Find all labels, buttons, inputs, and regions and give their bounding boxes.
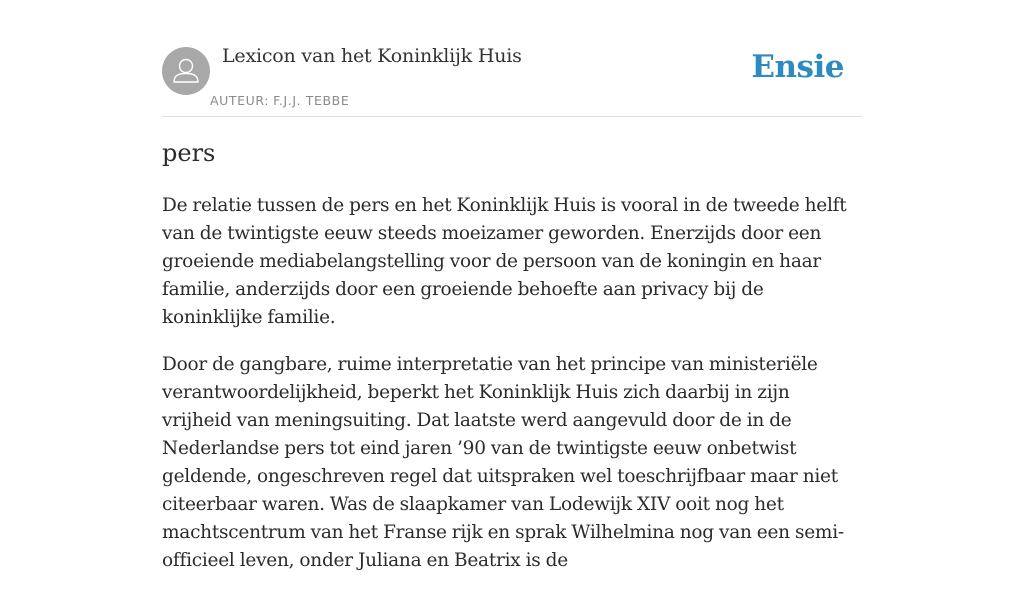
- author-line: [210, 93, 349, 108]
- page-content: [162, 0, 862, 571]
- ensie-logo[interactable]: Ensie: [751, 49, 844, 85]
- paragraph: Door de gangbare, ruime interpretatie van het principe van ministeriële verantwoordelijkheid, beperkt het Koninklijk Huis zich daarbij in zijn vrijheid van meningsuiting. Dat laatste werd aangevuld door de in de Nederlandse pers tot eind jaren ’90 van de twintigste eeuw onbetwist geldende, ongeschreven regel dat uitspraken wel toeschrijfbaar maar niet citeerbaar waren. Was de slaapkamer van Lodewijk XIV ooit nog het machtscentrum van het Franse rijk en sprak Wilhelmina nog van een semi-officieel leven, onder Juliana en Beatrix is de: [162, 354, 844, 571]
- paragraph: De relatie tussen de pers en het Koninklijk Huis is vooral in de tweede helft van de twintigste eeuw steeds moeizamer geworden. Enerzijds door een groeiende mediabelangstelling voor de persoon van de koningin en haar familie, anderzijds door een groeiende behoefte aan privacy bij de koninklijke familie.: [162, 195, 847, 328]
- author-name[interactable]: F.J.J. TEBBE: [273, 93, 350, 108]
- entry-title: pers: [162, 139, 216, 167]
- author-label: AUTEUR:: [210, 93, 270, 108]
- book-title-link[interactable]: Lexicon van het Koninklijk Huis: [222, 45, 522, 67]
- entry-header: [162, 0, 862, 117]
- author-avatar[interactable]: [162, 47, 210, 95]
- entry-body: [162, 192, 862, 594]
- user-silhouette-icon: [162, 47, 210, 95]
